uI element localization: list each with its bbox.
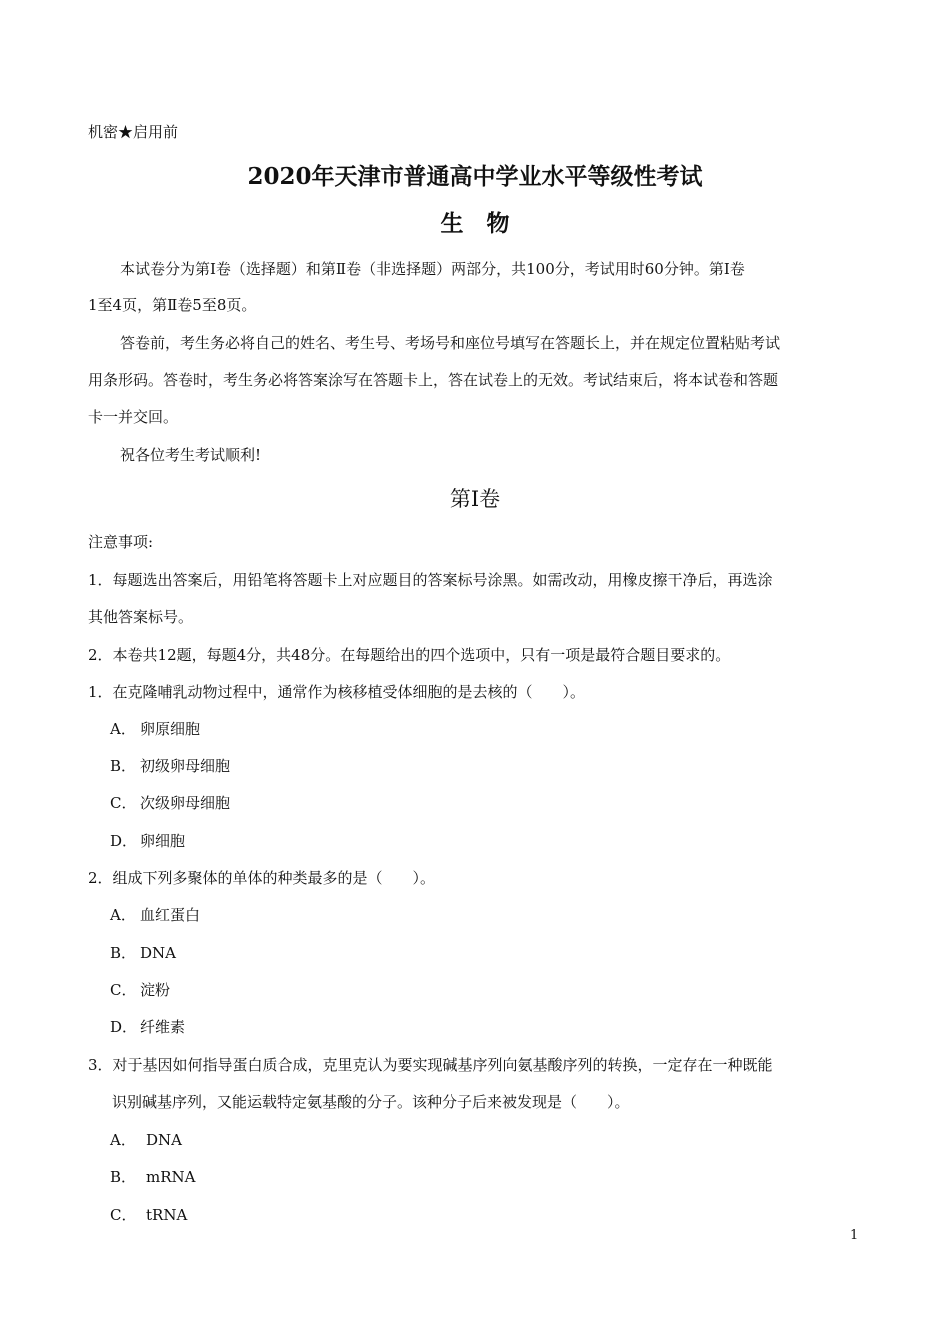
intro-paragraph-2-line-3: 卡一并交回。 <box>88 408 179 426</box>
question-1-option-a <box>110 719 200 739</box>
option-text: mRNA <box>146 1168 196 1186</box>
question-1-option-b <box>110 756 230 776</box>
option-label: C． <box>110 794 137 812</box>
question-1-stem: 1．在克隆哺乳动物过程中，通常作为核移植受体细胞的是去核的（ ）。 <box>88 683 586 701</box>
subject-title: 生 物 <box>440 210 510 237</box>
note-1-line-2: 其他答案标号。 <box>88 608 194 626</box>
note-1-line-1: 1．每题选出答案后，用铅笔将答题卡上对应题目的答案标号涂黑。如需改动，用橡皮擦干净后，再选涂 <box>88 571 773 589</box>
option-text: 血红蛋白 <box>140 906 201 924</box>
question-3-stem-line-2: 识别碱基序列，又能运载特定氨基酸的分子。该种分子后来被发现是（ ）。 <box>112 1093 630 1111</box>
question-1-option-d <box>110 831 185 851</box>
option-text: 淀粉 <box>140 981 171 999</box>
confidential-label: 机密★启用前 <box>88 123 179 141</box>
option-label: B． <box>110 1168 137 1186</box>
notes-heading: 注意事项: <box>88 533 154 551</box>
option-label: A． <box>110 906 136 924</box>
intro-good-luck: 祝各位考生考试顺利! <box>120 446 262 464</box>
option-text: DNA <box>140 944 176 962</box>
option-label: D． <box>110 832 138 850</box>
option-text: 次级卵母细胞 <box>140 794 231 812</box>
option-label: A． <box>110 1131 136 1149</box>
option-text: DNA <box>146 1131 182 1149</box>
question-1-option-c <box>110 793 230 813</box>
option-text: tRNA <box>146 1206 188 1224</box>
option-label: B． <box>110 757 137 775</box>
option-label: B． <box>110 944 137 962</box>
exam-title: 2020年天津市普通高中学业水平等级性考试 <box>247 163 703 190</box>
question-3-option-b <box>110 1167 195 1187</box>
page-number: 1 <box>850 1228 859 1243</box>
option-label: C． <box>110 981 137 999</box>
intro-paragraph-1-line-2: 1至4页，第Ⅱ卷5至8页。 <box>88 296 257 314</box>
question-2-stem: 2．组成下列多聚体的单体的种类最多的是（ ）。 <box>88 869 436 887</box>
question-2-option-a <box>110 905 200 925</box>
question-3-option-c <box>110 1205 187 1225</box>
section-title: 第Ⅰ卷 <box>449 487 501 511</box>
option-text: 卵细胞 <box>140 832 186 850</box>
option-label: A． <box>110 720 136 738</box>
option-text: 纤维素 <box>140 1018 186 1036</box>
option-text: 初级卵母细胞 <box>140 757 231 775</box>
intro-paragraph-2-line-2: 用条形码。答卷时，考生务必将答案涂写在答题卡上，答在试卷上的无效。考试结束后，将本试卷和答题 <box>88 371 779 389</box>
intro-paragraph-2-line-1: 答卷前，考生务必将自己的姓名、考生号、考场号和座位号填写在答题长上，并在规定位置粘贴考试 <box>120 334 781 352</box>
option-label: D． <box>110 1018 138 1036</box>
question-2-option-b <box>110 943 176 963</box>
question-2-option-d <box>110 1017 185 1037</box>
note-2: 2．本卷共12题，每题4分，共48分。在每题给出的四个选项中，只有一项是最符合题目要求的。 <box>88 646 731 664</box>
intro-paragraph-1-line-1: 本试卷分为第Ⅰ卷（选择题）和第Ⅱ卷（非选择题）两部分，共100分，考试用时60分钟。第Ⅰ卷 <box>120 260 745 278</box>
question-2-option-c <box>110 980 170 1000</box>
option-label: C． <box>110 1206 137 1224</box>
question-3-option-a <box>110 1130 182 1150</box>
question-3-stem-line-1: 3．对于基因如何指导蛋白质合成，克里克认为要实现碱基序列向氨基酸序列的转换，一定存在一种既能 <box>88 1056 773 1074</box>
option-text: 卵原细胞 <box>140 720 201 738</box>
